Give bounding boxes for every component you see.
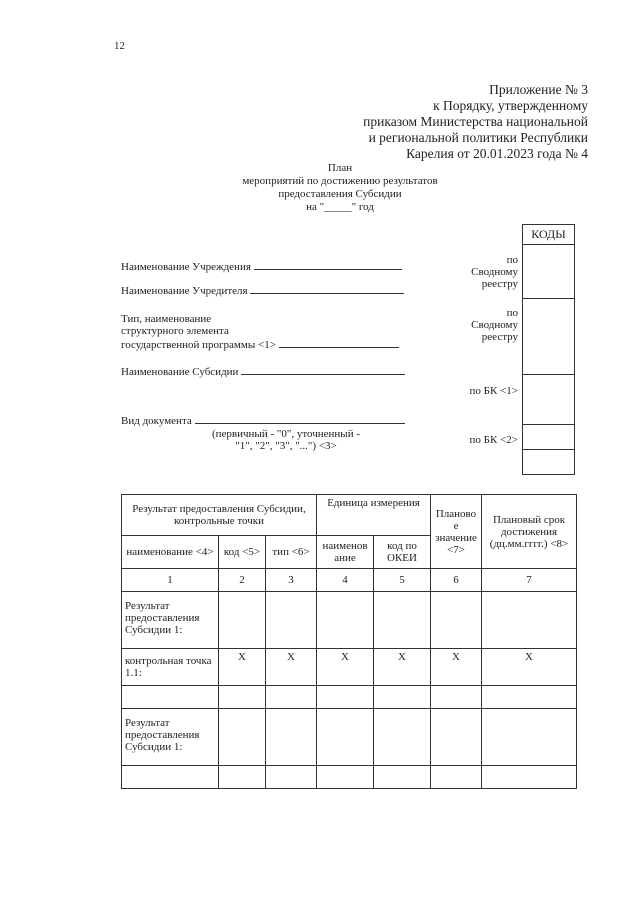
col-num-7: 7	[482, 569, 577, 592]
table-cell	[374, 686, 431, 709]
table-cell	[219, 686, 266, 709]
codes-caption-registry-2	[450, 307, 518, 343]
table-cell	[317, 592, 374, 649]
codes-caption-registry-2-line-3: реестру	[481, 331, 518, 343]
table-cell	[122, 686, 219, 709]
subsidy-input-line	[241, 364, 405, 375]
institution-label: Наименование Учреждения	[121, 261, 251, 273]
header-result: Результат предоставления Субсидии, контрольные точки	[122, 495, 317, 536]
doc-type-field	[121, 413, 405, 427]
table-cell	[431, 686, 482, 709]
col-num-6: 6	[431, 569, 482, 592]
plan-subtitle-2: предоставления Субсидии	[278, 188, 402, 200]
table-cell	[219, 766, 266, 789]
appendix-line-2: к Порядку, утвержденному	[433, 98, 588, 113]
codes-caption-registry-1	[450, 254, 518, 290]
checkpoint-mark: X	[482, 649, 577, 686]
founder-field	[121, 283, 404, 297]
appendix-line-5: Карелия от 20.01.2023 года № 4	[406, 146, 588, 161]
table-cell	[431, 592, 482, 649]
header-plan-value: Планово е значение <7>	[431, 495, 482, 569]
table-cell	[374, 592, 431, 649]
codes-caption-bk-1: по БК <1>	[469, 385, 518, 397]
checkpoint-mark: X	[219, 649, 266, 686]
col-num-4: 4	[317, 569, 374, 592]
row-checkpoint-label: контрольная точка 1.1:	[122, 649, 219, 686]
table-cell	[317, 709, 374, 766]
table-cell	[482, 709, 577, 766]
table-cell	[431, 766, 482, 789]
checkpoint-mark: X	[317, 649, 374, 686]
plan-title: План	[327, 162, 353, 174]
codes-cell-registry-1	[523, 245, 575, 299]
checkpoint-mark: X	[374, 649, 431, 686]
codes-cell-bk-1	[523, 375, 575, 425]
program-label-3: государственной программы <1>	[121, 339, 276, 351]
table-row	[122, 686, 577, 709]
col-num-5: 5	[374, 569, 431, 592]
codes-table	[522, 224, 575, 475]
col-num-3: 3	[266, 569, 317, 592]
codes-caption-registry-2-line-2: Сводному	[471, 319, 518, 331]
appendix-line-1: Приложение № 3	[489, 82, 588, 97]
program-label-2: структурного элемента	[121, 325, 229, 337]
header-code: код <5>	[219, 536, 266, 569]
founder-label: Наименование Учредителя	[121, 285, 248, 297]
row-result-2-label: Результат предоставления Субсидии 1:	[122, 709, 219, 766]
checkpoint-mark: X	[431, 649, 482, 686]
institution-field	[121, 259, 402, 273]
program-field	[121, 313, 399, 351]
codes-caption-registry-1-line-1: по	[506, 254, 518, 266]
results-table	[121, 494, 577, 789]
table-cell	[266, 766, 317, 789]
page-number: 12	[114, 40, 125, 52]
doc-type-note	[198, 428, 374, 452]
table-row	[122, 709, 577, 766]
header-type: тип <6>	[266, 536, 317, 569]
table-cell	[219, 592, 266, 649]
codes-cell-extra	[523, 450, 575, 475]
codes-cell-bk-2	[523, 425, 575, 450]
table-cell	[317, 766, 374, 789]
header-name: наименование <4>	[122, 536, 219, 569]
table-cell	[266, 686, 317, 709]
table-cell	[374, 709, 431, 766]
table-cell	[482, 686, 577, 709]
codes-caption-bk-2: по БК <2>	[469, 434, 518, 446]
doc-type-label: Вид документа	[121, 415, 192, 427]
doc-type-note-2: "1", "2", "3", "...") <3>	[235, 440, 337, 452]
institution-input-line	[254, 259, 402, 270]
header-plan-date: Плановый срок достижения (дц.мм.гггг.) <8>	[482, 495, 577, 569]
plan-year: на "_____" год	[306, 201, 374, 213]
col-num-1: 1	[122, 569, 219, 592]
founder-input-line	[250, 283, 404, 294]
subsidy-label: Наименование Субсидии	[121, 366, 239, 378]
table-cell	[266, 592, 317, 649]
codes-caption-registry-2-line-1: по	[506, 307, 518, 319]
codes-cell-registry-2	[523, 299, 575, 375]
col-num-2: 2	[219, 569, 266, 592]
doc-type-input-line	[195, 413, 405, 424]
table-cell	[374, 766, 431, 789]
checkpoint-mark: X	[266, 649, 317, 686]
table-cell	[482, 766, 577, 789]
table-cell	[266, 709, 317, 766]
table-cell	[317, 686, 374, 709]
subsidy-field	[121, 364, 405, 378]
header-unit-name: наименов ание	[317, 536, 374, 569]
codes-caption-registry-1-line-2: Сводному	[471, 266, 518, 278]
table-cell	[122, 766, 219, 789]
table-row	[122, 649, 577, 686]
codes-caption-registry-1-line-3: реестру	[481, 278, 518, 290]
codes-header: КОДЫ	[523, 225, 575, 245]
appendix-line-3: приказом Министерства национальной	[363, 114, 588, 129]
appendix-header	[288, 82, 588, 162]
table-row	[122, 592, 577, 649]
header-unit: Единица измерения	[317, 495, 431, 536]
doc-type-note-1: (первичный - "0", уточненный -	[212, 428, 360, 440]
table-row	[122, 766, 577, 789]
plan-subtitle-1: мероприятий по достижению результатов	[242, 175, 438, 187]
plan-title-block	[230, 162, 450, 214]
table-cell	[431, 709, 482, 766]
table-cell	[482, 592, 577, 649]
appendix-line-4: и региональной политики Республики	[368, 130, 588, 145]
table-cell	[219, 709, 266, 766]
program-input-line	[279, 337, 399, 348]
program-label-1: Тип, наименование	[121, 313, 212, 325]
row-result-1-label: Результат предоставления Субсидии 1:	[122, 592, 219, 649]
header-okei: код по ОКЕИ	[374, 536, 431, 569]
